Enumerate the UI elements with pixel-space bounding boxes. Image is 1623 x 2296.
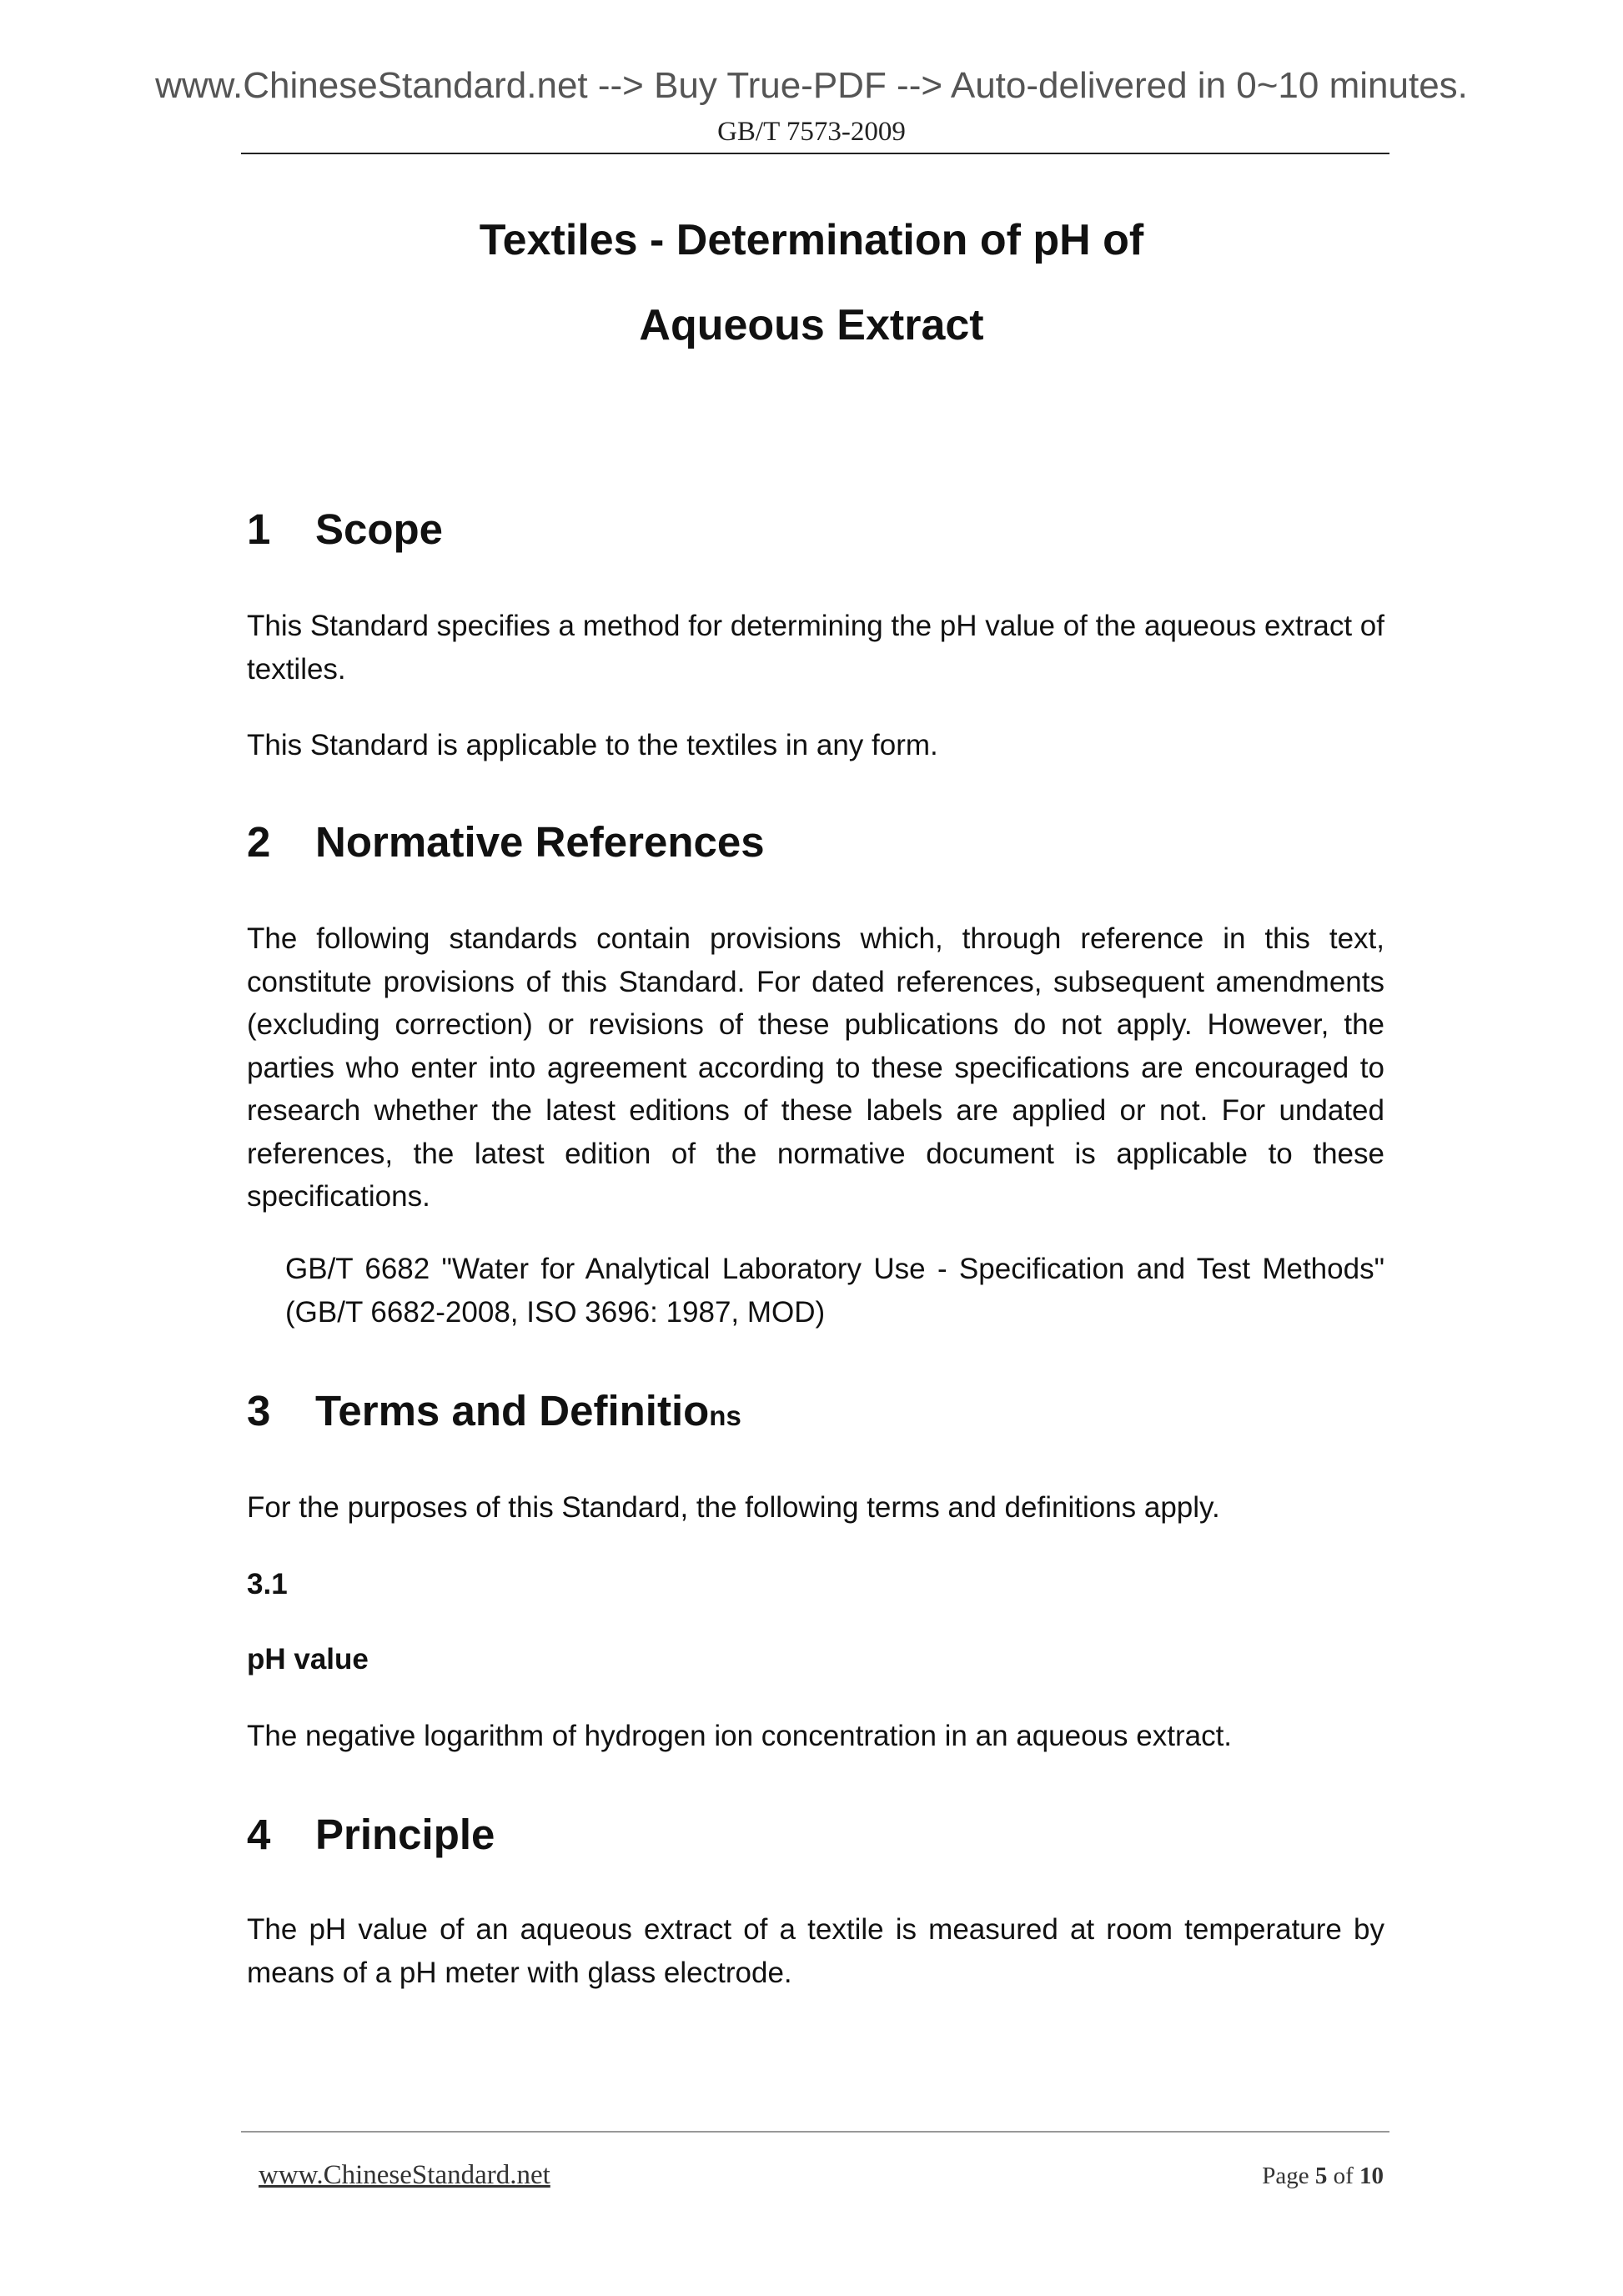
term-name: pH value (247, 1643, 369, 1676)
section-heading-normative-references (247, 817, 765, 867)
section-number: 4 (247, 1811, 271, 1858)
normative-paragraph-1: The following standards contain provisions which, through reference in this text, constitute provisions of this Standard. For dated references, subsequent amendments (excluding correction) or revisions of these publications do not apply. However, the parties who enter into agreement according to these specifications are encouraged to research whether the latest editions of these labels are applied or not. For undated references, the latest edition of the normative document is applicable to these specifications. (247, 922, 1384, 1213)
section-title: Normative References (315, 818, 765, 866)
scope-paragraph-2: This Standard is applicable to the textiles in any form. (247, 729, 938, 761)
document-title-line-1: Textiles - Determination of pH of (479, 216, 1144, 264)
header-divider (241, 153, 1389, 154)
scope-paragraph-1: This Standard specifies a method for determining the pH value of the aqueous extract of textiles. (247, 610, 1384, 686)
document-title-line-2: Aqueous Extract (639, 301, 984, 349)
section-number: 3 (247, 1387, 271, 1434)
term-number: 3.1 (247, 1568, 288, 1600)
section-number: 2 (247, 818, 271, 866)
footer-website-link[interactable]: www.ChineseStandard.net (259, 2160, 550, 2190)
principle-paragraph-1: The pH value of an aqueous extract of a textile is measured at room temperature by means of a pH meter with glass electrode. (247, 1913, 1384, 1989)
section-title: Scope (315, 505, 444, 553)
header-banner: www.ChineseStandard.net --> Buy True-PDF --> Auto-delivered in 0~10 minutes. (155, 65, 1468, 106)
term-definition: The negative logarithm of hydrogen ion concentration in an aqueous extract. (247, 1720, 1233, 1752)
footer-divider (241, 2131, 1389, 2133)
section-title: Terms and Definitio (315, 1387, 710, 1434)
page-of: of (1333, 2163, 1354, 2189)
section-title-tail: ns (709, 1400, 741, 1431)
section-heading-scope (247, 505, 443, 554)
section-title: Principle (315, 1811, 495, 1858)
terms-paragraph-1: For the purposes of this Standard, the following terms and definitions apply. (247, 1491, 1220, 1524)
section-heading-terms-and-definitions (247, 1386, 741, 1435)
page-indicator (1262, 2163, 1384, 2190)
page-current: 5 (1314, 2163, 1328, 2189)
section-number: 1 (247, 505, 271, 553)
page-total: 10 (1359, 2163, 1384, 2189)
standard-code: GB/T 7573-2009 (717, 117, 906, 147)
normative-reference-gbt-6682: GB/T 6682 "Water for Analytical Laboratory Use - Specification and Test Methods" (GB/T 6682-2008, ISO 3696: 1987, MOD) (285, 1253, 1384, 1329)
page-prefix: Page (1262, 2163, 1309, 2189)
section-heading-principle (247, 1810, 495, 1859)
